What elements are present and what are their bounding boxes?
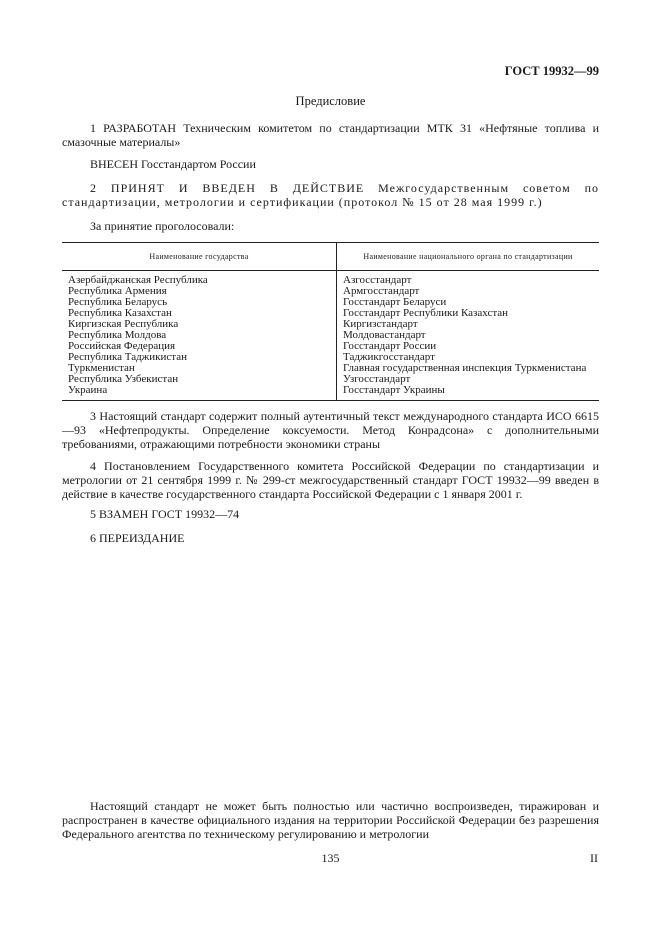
standards-body: Молдовастандарт bbox=[343, 329, 426, 341]
section-title: Предисловие bbox=[295, 94, 366, 108]
state-name: Азербайджанская Республика bbox=[68, 274, 208, 286]
paragraph-developed: 1 РАЗРАБОТАН Техническим комитетом по стандартизации МТК 31 «Нефтяные топлива и смазочные материалы» bbox=[62, 121, 599, 149]
standards-body: Азгосстандарт bbox=[343, 274, 412, 286]
document-code: ГОСТ 19932—99 bbox=[504, 64, 599, 78]
table-row bbox=[62, 271, 599, 401]
states-column bbox=[62, 271, 337, 401]
column-header-body: Наименование национального органа по стандартизации bbox=[337, 243, 600, 271]
state-name: Республика Беларусь bbox=[68, 296, 168, 308]
state-name: Республика Молдова bbox=[68, 329, 167, 341]
paragraph-introduced: ВНЕСЕН Госстандартом России bbox=[90, 157, 256, 171]
standards-body: Армгосстандарт bbox=[343, 285, 420, 297]
standards-body: Киргизстандарт bbox=[343, 318, 418, 330]
page-number: 135 bbox=[321, 851, 340, 865]
page-roman-numeral: II bbox=[590, 851, 598, 865]
state-name: Киргизская Республика bbox=[68, 318, 179, 330]
paragraph-replaces: 5 ВЗАМЕН ГОСТ 19932—74 bbox=[90, 507, 240, 521]
table-header-row bbox=[62, 243, 599, 271]
paragraph-voted: За принятие проголосовали: bbox=[90, 219, 235, 233]
standards-body: Госстандарт Республики Казахстан bbox=[343, 307, 509, 319]
state-name: Российская Федерация bbox=[68, 340, 176, 352]
state-name: Республика Таджикистан bbox=[68, 351, 187, 363]
column-header-state: Наименование государства bbox=[62, 243, 337, 271]
state-name: Республика Казахстан bbox=[68, 307, 172, 319]
standards-body: Главная государственная инспекция Туркменистана bbox=[343, 362, 587, 374]
standards-body: Госстандарт России bbox=[343, 340, 437, 352]
paragraph-copyright-notice: Настоящий стандарт не может быть полностью или частично воспроизведен, тиражирован и распространен в качестве официального издания на территории Российской Федерации без разрешения Федерального агентства по техническому регулированию и метрологии bbox=[62, 799, 599, 841]
state-name: Туркменистан bbox=[68, 362, 135, 374]
paragraph-reissue: 6 ПЕРЕИЗДАНИЕ bbox=[90, 531, 185, 545]
state-name: Республика Узбекистан bbox=[68, 373, 179, 385]
standards-body: Таджикгосстандарт bbox=[343, 351, 435, 363]
voting-states-table bbox=[62, 242, 599, 401]
state-name: Республика Армения bbox=[68, 285, 167, 297]
paragraph-authentic-text: 3 Настоящий стандарт содержит полный аутентичный текст международного стандарта ИСО 6615—93 «Нефтепродукты. Определение коксуемости. Метод Конрадсона» с дополнительными требованиями, отражающими потребности экономики страны bbox=[62, 409, 599, 451]
paragraph-adopted: 2 ПРИНЯТ И ВВЕДЕН В ДЕЙСТВИЕ Межгосударственным советом по стандартизации, метрологии и сертификации (протокол № 15 от 28 мая 1999 г.) bbox=[62, 181, 599, 209]
paragraph-resolution: 4 Постановлением Государственного комитета Российской Федерации по стандартизации и метрологии от 21 сентября 1999 г. № 299-ст межгосударственный стандарт ГОСТ 19932—99 введен в действие в качестве государственного стандарта Российской Федерации с 1 января 2001 г. bbox=[62, 459, 599, 501]
bodies-column bbox=[337, 271, 600, 401]
standards-body: Узгосстандарт bbox=[343, 373, 411, 385]
state-name: Украина bbox=[68, 384, 108, 396]
standards-body: Госстандарт Украины bbox=[343, 384, 445, 396]
standards-body: Госстандарт Беларуси bbox=[343, 296, 447, 308]
